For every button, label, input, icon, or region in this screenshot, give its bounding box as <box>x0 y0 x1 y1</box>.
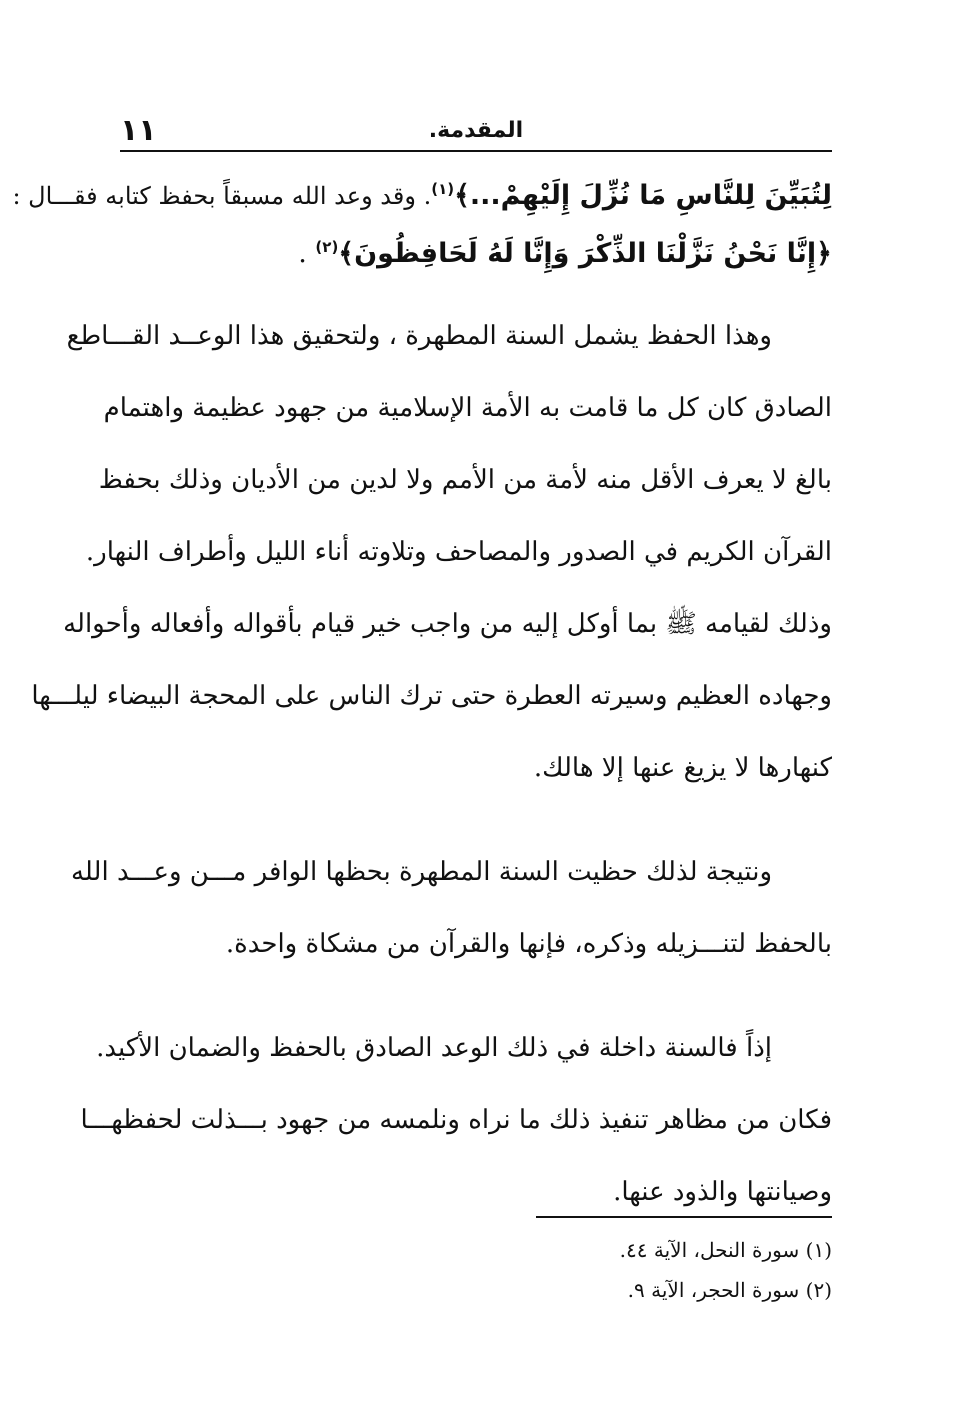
paragraph-line: ونتيجة لذلك حظيت السنة المطهرة بحظها الوافر مـــن وعـــد الله <box>70 857 772 887</box>
paragraph-line: القرآن الكريم في الصدور والمصاحف وتلاوته أناء الليل وأطراف النهار. <box>85 537 832 567</box>
paragraph-2 <box>70 836 832 980</box>
footnote-ref-2: (٢) <box>315 238 339 256</box>
paragraph-3 <box>80 1012 832 1228</box>
intro-text-1: . وقد وعد الله مسبقاً بحفظ كتابه فقـــال : <box>12 182 432 210</box>
paragraph-line: الصادق كان كل ما قامت به الأمة الإسلامية من جهود عظيمة واهتمام <box>103 393 832 423</box>
quran-verse-1: لِتُبَيِّنَ لِلنَّاسِ مَا نُزِّلَ إِلَيْهِمْ...﴾ <box>454 180 832 211</box>
body-text <box>12 160 832 1260</box>
paragraph-line: وصيانتها والذود عنها. <box>613 1177 832 1207</box>
quran-verse-line-2 <box>120 218 832 276</box>
paragraph-line: بالحفظ لتنـــزيله وذكره، فإنها والقرآن من مشكاة واحدة. <box>225 929 832 959</box>
footnote-1: (١) سورة النحل، الآية ٤٤. <box>619 1238 832 1262</box>
page-header <box>120 112 832 152</box>
paragraph-line: إذاً فالسنة داخلة في ذلك الوعد الصادق بالحفظ والضمان الأكيد. <box>96 1033 772 1063</box>
paragraph-line: فكان من مظاهر تنفيذ ذلك ما نراه ونلمسه من جهود بـــذلت لحفظهـــا <box>80 1105 832 1135</box>
running-title: المقدمة. <box>428 118 524 143</box>
footnote-divider <box>536 1216 832 1218</box>
paragraph-1 <box>31 300 832 804</box>
quran-verse-2: ﴿إِنَّا نَحْنُ نَزَّلْنَا الذِّكْرَ وَإِنَّا لَهُ لَحَافِظُونَ﴾ <box>338 238 832 269</box>
paragraph-line: بالغ لا يعرف الأقل منه لأمة من الأمم ولا لدين من الأديان وذلك بحفظ <box>98 465 832 495</box>
paragraph-line: وذلك لقيامه ﷺ بما أوكل إليه من واجب خير قيام بأقواله وأفعاله وأحواله <box>63 609 832 639</box>
paragraph-line: وجهاده العظيم وسيرته العطرة حتى ترك الناس على المحجة البيضاء ليلـــها <box>31 681 832 711</box>
page-number: ١١ <box>120 113 157 148</box>
footnotes <box>332 1230 832 1310</box>
footnote-2: (٢) سورة الحجر، الآية ٩. <box>627 1278 832 1302</box>
quran-verse-line-1 <box>12 160 832 218</box>
intro-text-2: . <box>298 238 316 269</box>
footnote-ref-1: (١) <box>431 180 455 198</box>
paragraph-line: وهذا الحفظ يشمل السنة المطهرة ، ولتحقيق هذا الوعــد القـــاطع <box>66 321 772 351</box>
paragraph-line: كنهارها لا يزيغ عنها إلا هالك. <box>533 753 832 783</box>
